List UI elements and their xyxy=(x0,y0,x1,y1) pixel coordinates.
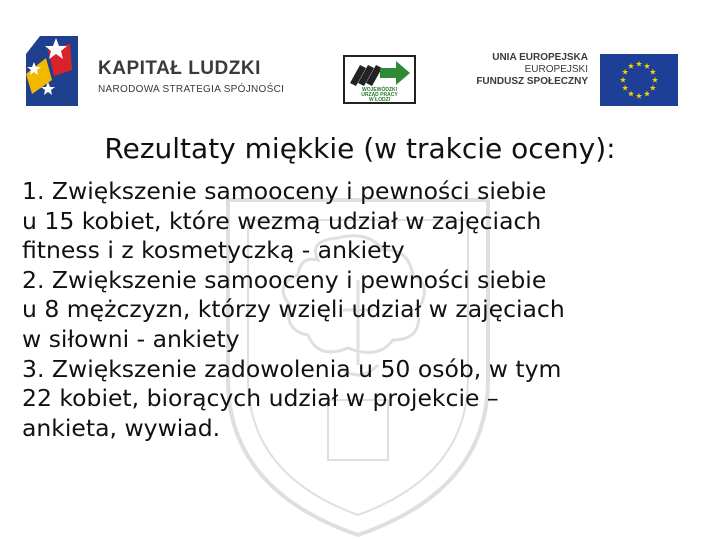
wup-line-3: W ŁODZI xyxy=(368,97,391,103)
eu-logo xyxy=(478,52,680,108)
body-line: u 8 mężczyzn, którzy wzięli udział w zajęciach xyxy=(22,295,565,324)
eu-fund-label-2: FUNDUSZ SPOŁECZNY xyxy=(476,76,588,87)
body-line: 1. Zwiększenie samooceny i pewności siebie xyxy=(22,177,547,205)
wup-arrow-icon xyxy=(348,59,411,87)
kapital-ludzki-logo xyxy=(26,36,301,108)
eu-union-label: UNIA EUROPEJSKA xyxy=(492,52,588,63)
eu-flag-icon xyxy=(600,54,678,106)
body-line: 2. Zwiększenie samooceny i pewności siebie xyxy=(22,265,547,294)
slide-body xyxy=(22,177,712,443)
kapital-ludzki-title: KAPITAŁ LUDZKI xyxy=(98,58,261,79)
wup-line-2: URZĄD PRACY xyxy=(361,92,398,98)
wup-logo xyxy=(343,55,416,104)
kapital-ludzki-emblem-icon xyxy=(26,36,78,106)
eu-fund-label-1: EUROPEJSKI xyxy=(524,64,588,75)
slide-title: Rezultaty miękkie (w trakcie oceny): xyxy=(104,132,616,165)
kapital-ludzki-subtitle: NARODOWA STRATEGIA SPÓJNOŚCI xyxy=(98,84,285,95)
body-line: w siłowni - ankiety xyxy=(22,324,240,353)
logo-bar xyxy=(0,0,720,120)
body-line: 3. Zwiększenie zadowolenia u 50 osób, w tym xyxy=(22,354,562,383)
body-line: u 15 kobiet, które wezmą udział w zajęciach xyxy=(22,206,542,235)
wup-line-1: WOJEWÓDZKI xyxy=(362,87,397,93)
body-line: ankieta, wywiad. xyxy=(22,413,221,442)
body-line: 22 kobiet, biorących udział w projekcie – xyxy=(22,384,499,413)
eu-text-block xyxy=(476,52,588,88)
body-line: fitness i z kosmetyczką - ankiety xyxy=(22,236,405,265)
